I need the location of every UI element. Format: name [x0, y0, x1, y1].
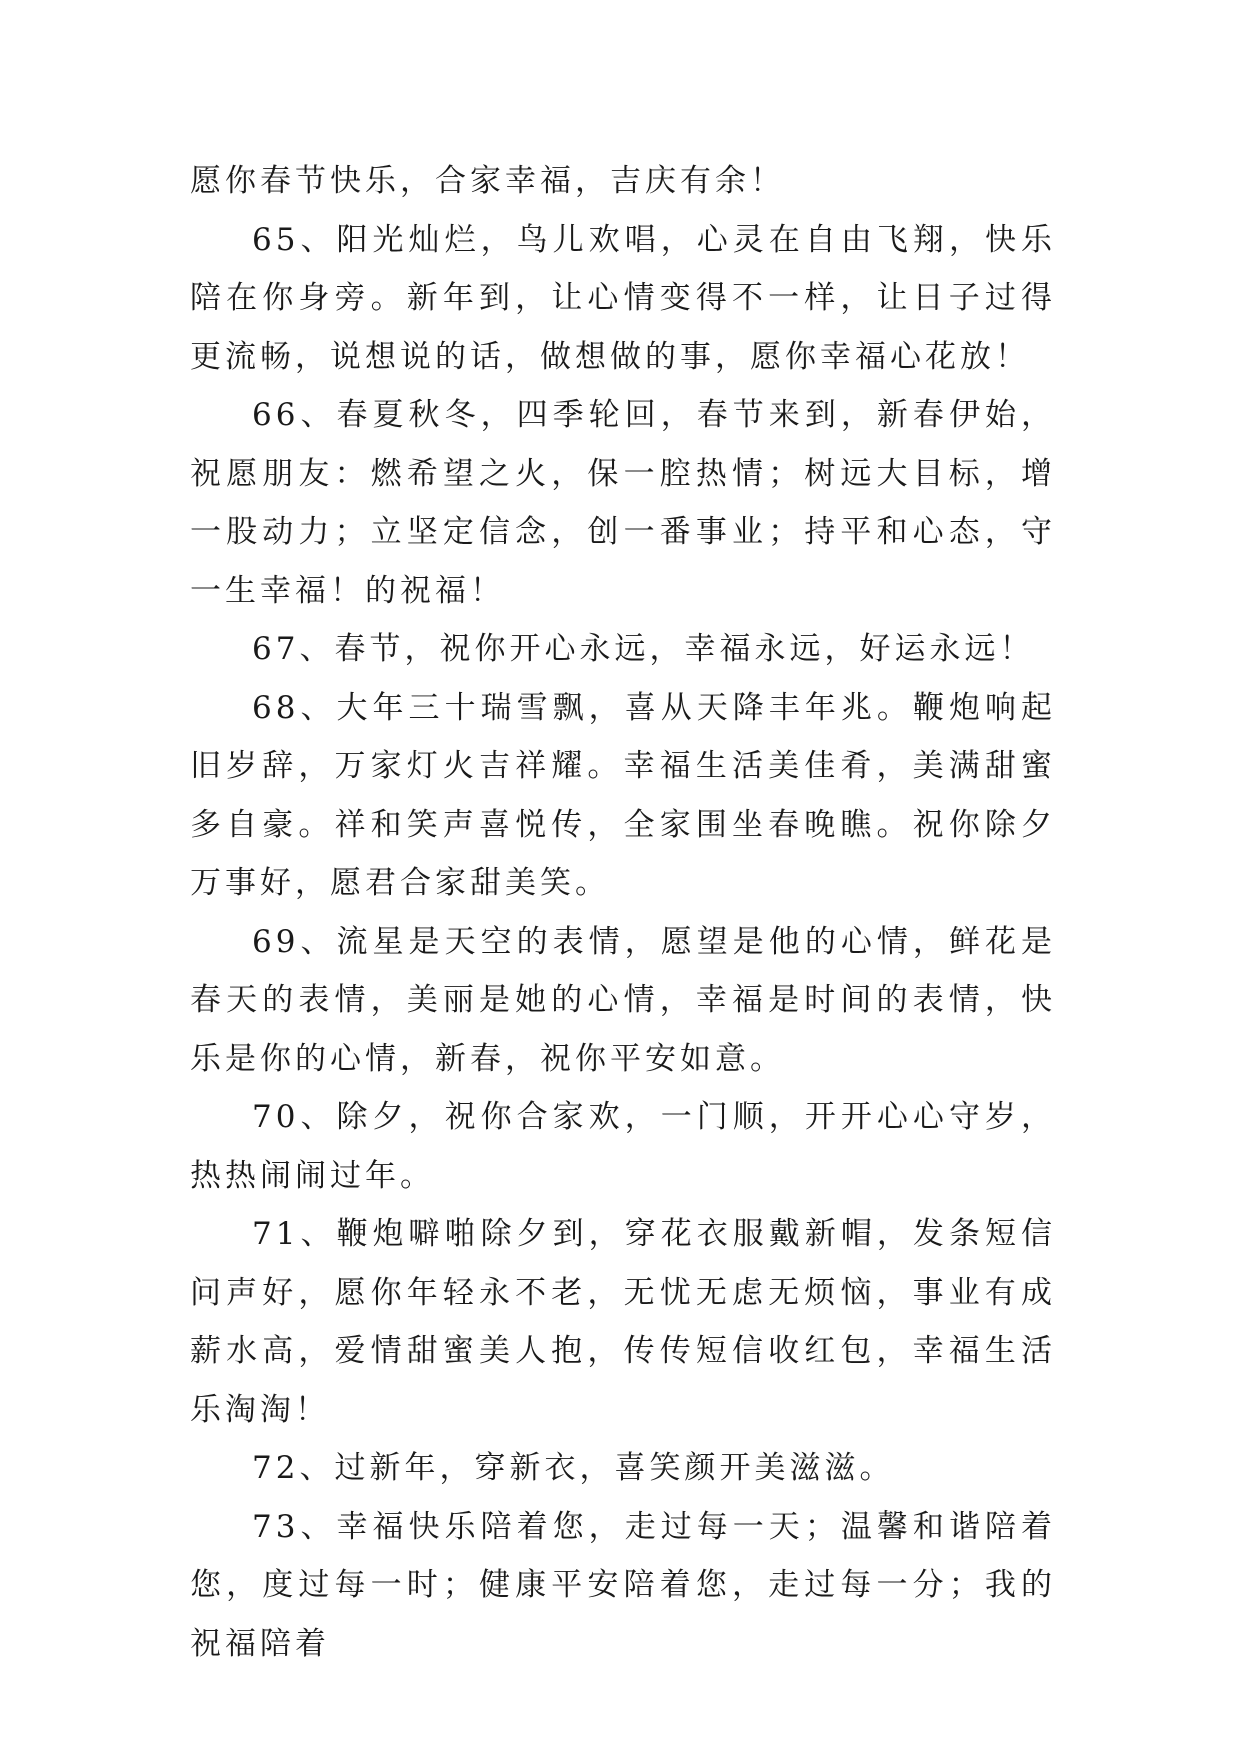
paragraph-67: 67、春节，祝你开心永远，幸福永远，好运永远！: [252, 631, 1035, 667]
document-page: [190, 152, 1056, 1673]
paragraph-continuation: 愿你春节快乐，合家幸福，吉庆有余！: [190, 163, 785, 199]
paragraph-71: 71、鞭炮噼啪除夕到，穿花衣服戴新帽，发条短信问声好，愿你年轻永不老，无忧无虑无烦恼，事业有成薪水高，爱情甜蜜美人抱，传传短信收红包，幸福生活乐淘淘！: [190, 1216, 1056, 1428]
paragraph-66: 66、春夏秋冬，四季轮回，春节来到，新春伊始，祝愿朋友：燃希望之火，保一腔热情；树远大目标，增一股动力；立坚定信念，创一番事业；持平和心态，守一生幸福！的祝福！: [190, 397, 1056, 609]
paragraph-72: 72、过新年，穿新衣，喜笑颜开美滋滋。: [252, 1450, 895, 1486]
paragraph-69: 69、流星是天空的表情，愿望是他的心情，鲜花是春天的表情，美丽是她的心情，幸福是时间的表情，快乐是你的心情，新春，祝你平安如意。: [190, 923, 1056, 1077]
paragraph-70: 70、除夕，祝你合家欢，一门顺，开开心心守岁，热热闹闹过年。: [190, 1099, 1056, 1194]
paragraph-68: 68、大年三十瑞雪飘，喜从天降丰年兆。鞭炮响起旧岁辞，万家灯火吉祥耀。幸福生活美佳肴，美满甜蜜多自豪。祥和笑声喜悦传，全家围坐春晚瞧。祝你除夕万事好，愿君合家甜美笑。: [190, 689, 1056, 901]
paragraph-65: 65、阳光灿烂，鸟儿欢唱，心灵在自由飞翔，快乐陪在你身旁。新年到，让心情变得不一样，让日子过得更流畅，说想说的话，做想做的事，愿你幸福心花放！: [190, 221, 1056, 375]
paragraph-73: 73、幸福快乐陪着您，走过每一天；温馨和谐陪着您，度过每一时；健康平安陪着您，走过每一分；我的祝福陪着: [190, 1508, 1056, 1662]
